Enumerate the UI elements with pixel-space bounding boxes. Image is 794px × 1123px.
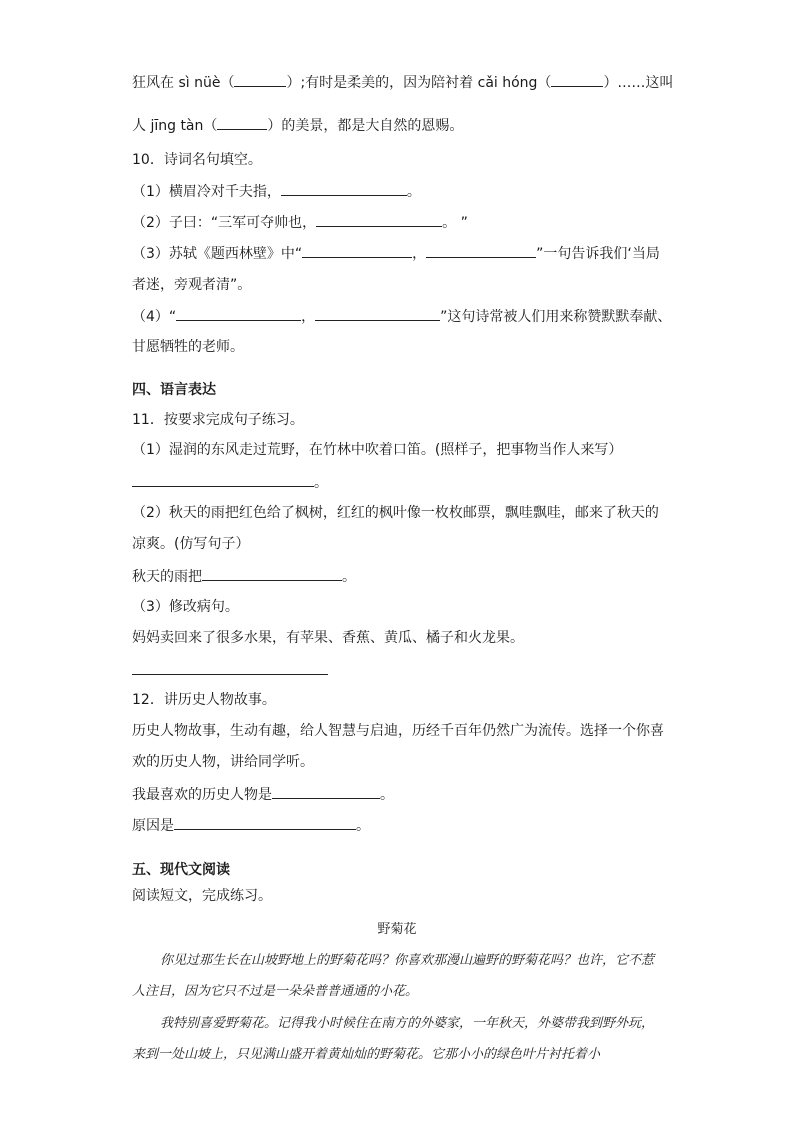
- q10-item-2: （2）子曰：“三军可夺帅也， 。 ”: [132, 212, 468, 233]
- section-heading-5: 五、现代文阅读: [132, 862, 230, 878]
- answer-blank[interactable]: [316, 212, 442, 227]
- q11-part-1-answer: 。: [132, 472, 328, 493]
- q9-line2: 人 jīng tàn（ ）的美景，都是大自然的恩赐。: [132, 115, 463, 136]
- q10-item-3-cont: 者迷，旁观者清”。: [132, 277, 252, 293]
- answer-blank[interactable]: [132, 472, 314, 487]
- q12-reason: 原因是 。: [132, 815, 370, 836]
- answer-blank[interactable]: [217, 115, 267, 130]
- q12-person: 我最喜欢的历史人物是 。: [132, 784, 394, 805]
- story-paragraph-2: 我特别喜爱野菊花。记得我小时候住在南方的外婆家，一年秋天，外婆带我到野外玩，来到一处山坡上，只见满山盛开着黄灿灿的野菊花。它那小小的绿色叶片衬托着小: [132, 1016, 655, 1062]
- q11-part-1: （1）湿润的东风走过荒野，在竹林中吹着口笛。(照样子，把事物当作人来写）: [132, 442, 623, 458]
- q12-title: 12．讲历史人物故事。: [132, 692, 276, 708]
- answer-blank[interactable]: [234, 72, 286, 87]
- answer-blank[interactable]: [176, 306, 301, 321]
- q10-title: 10．诗词名句填空。: [132, 152, 262, 168]
- q11-part-3-sentence: 妈妈卖回来了很多水果，有苹果、香蕉、黄瓜、橘子和火龙果。: [132, 630, 524, 646]
- answer-blank[interactable]: [315, 306, 440, 321]
- answer-blank[interactable]: [426, 243, 536, 258]
- q11-part-2: （2）秋天的雨把红色给了枫树，红红的枫叶像一枚枚邮票，飘哇飘哇，邮来了秋天的: [132, 505, 659, 521]
- reading-intro: 阅读短文，完成练习。: [132, 888, 272, 904]
- section-heading-4: 四、语言表达: [132, 382, 216, 398]
- q11-title: 11．按要求完成句子练习。: [132, 412, 304, 428]
- q11-part-3: （3）修改病句。: [132, 599, 239, 615]
- q12-text-1: 历史人物故事，生动有趣，给人智慧与启迪，历经千百年仍然广为流传。选择一个你喜: [132, 723, 664, 739]
- answer-blank[interactable]: [202, 566, 342, 581]
- q11-part-2-answer: 秋天的雨把 。: [132, 566, 356, 587]
- q11-part-3-answer: [132, 660, 328, 681]
- story-paragraph-1: 你见过那生长在山坡野地上的野菊花吗？你喜欢那漫山遍野的野菊花吗？也许，它不惹人注目，因为它只不过是一朵朵普普通通的小花。: [132, 953, 655, 999]
- q10-item-3: （3）苏轼《题西林壁》中“ ， ”一句告诉我们‘当局: [132, 243, 660, 264]
- answer-blank[interactable]: [132, 660, 328, 675]
- q12-text-2: 欢的历史人物，讲给同学听。: [132, 754, 314, 770]
- answer-blank[interactable]: [302, 243, 412, 258]
- q10-item-4: （4）“ ， ”这句诗常被人们用来称赞默默奉献、: [132, 306, 671, 327]
- answer-blank[interactable]: [551, 72, 603, 87]
- q10-item-4-cont: 甘愿牺牲的老师。: [132, 339, 244, 355]
- q11-part-2-cont: 凉爽。(仿写句子）: [132, 536, 250, 552]
- q10-item-1: （1）横眉冷对千夫指， 。: [132, 181, 421, 202]
- q9-line1: 狂风在 sì nüè（ ）;有时是柔美的，因为陪衬着 cǎi hóng（ ）……这叫: [132, 72, 673, 93]
- story-title: 野菊花: [377, 922, 417, 937]
- answer-blank[interactable]: [174, 815, 356, 830]
- answer-blank[interactable]: [272, 784, 380, 799]
- answer-blank[interactable]: [281, 181, 407, 196]
